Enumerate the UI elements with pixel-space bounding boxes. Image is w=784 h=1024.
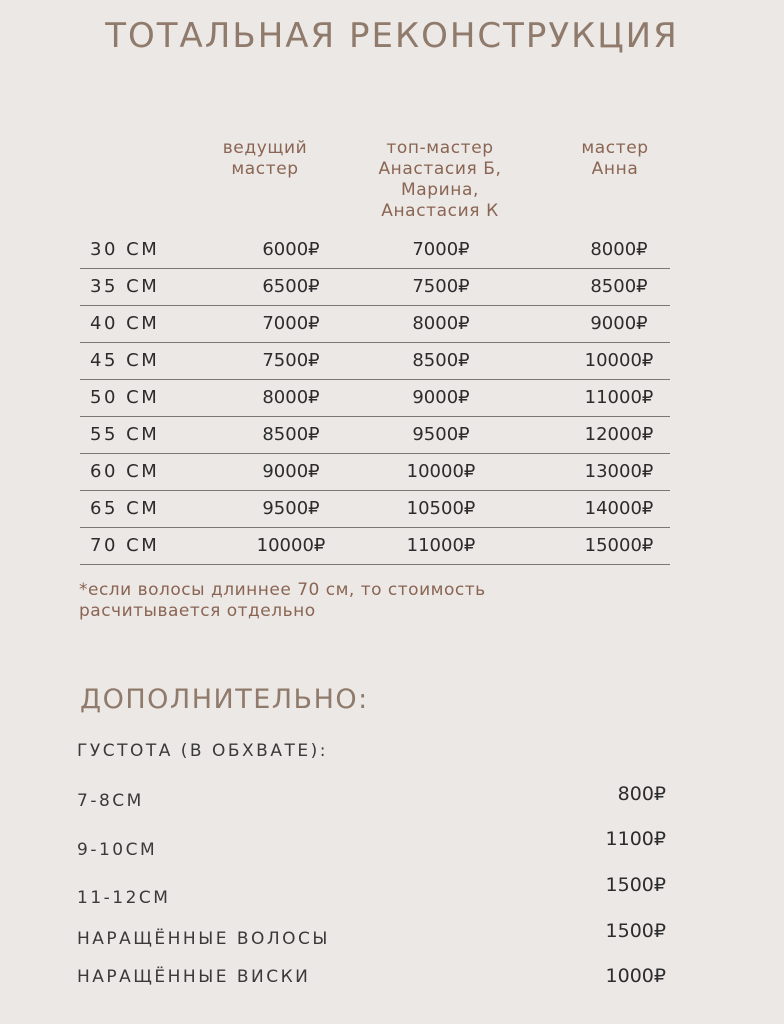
hair-length: 35 СМ <box>90 276 160 297</box>
extra-item-label: 7-8СМ <box>77 791 144 811</box>
table-row <box>80 491 670 528</box>
table-row <box>80 528 670 565</box>
column-header-master-anna <box>550 138 680 180</box>
extra-item-price: 800₽ <box>617 783 666 805</box>
page-title: ТОТАЛЬНАЯ РЕКОНСТРУКЦИЯ <box>105 16 679 56</box>
hair-length: 50 СМ <box>90 387 160 408</box>
price-top-master: 8000₽ <box>412 313 470 334</box>
price-master-anna: 14000₽ <box>584 498 654 519</box>
extra-section-title: ДОПОЛНИТЕЛЬНО: <box>80 684 369 715</box>
column-header-line: мастер <box>231 159 299 179</box>
extra-item-label: 9-10СМ <box>77 840 158 860</box>
column-header-line: Марина, <box>400 180 480 200</box>
hair-length: 45 СМ <box>90 350 160 371</box>
hair-length: 30 СМ <box>90 239 160 260</box>
price-lead-master: 7000₽ <box>262 313 320 334</box>
hair-length: 70 СМ <box>90 535 160 556</box>
extra-item-price: 1500₽ <box>605 874 666 896</box>
price-lead-master: 7500₽ <box>262 350 320 371</box>
price-master-anna: 8000₽ <box>590 239 648 260</box>
price-top-master: 8500₽ <box>412 350 470 371</box>
column-header-line: мастер <box>581 138 649 158</box>
price-master-anna: 12000₽ <box>584 424 654 445</box>
table-row <box>80 417 670 454</box>
density-label: ГУСТОТА (В ОБХВАТЕ): <box>77 741 328 761</box>
price-top-master: 7500₽ <box>412 276 470 297</box>
hair-length: 65 СМ <box>90 498 160 519</box>
hair-length: 40 СМ <box>90 313 160 334</box>
price-top-master: 7000₽ <box>412 239 470 260</box>
price-top-master: 11000₽ <box>406 535 476 556</box>
column-header-lead-master <box>200 138 330 180</box>
price-table <box>80 232 670 565</box>
column-header-line: Анастасия Б, <box>378 159 502 179</box>
extra-item-price: 1500₽ <box>605 920 666 942</box>
column-header-line: Анастасия К <box>381 201 499 221</box>
price-lead-master: 10000₽ <box>256 535 326 556</box>
column-header-line: Анна <box>591 159 639 179</box>
price-lead-master: 6500₽ <box>262 276 320 297</box>
table-row <box>80 306 670 343</box>
price-lead-master: 8000₽ <box>262 387 320 408</box>
column-header-top-master <box>350 138 530 222</box>
hair-length: 55 СМ <box>90 424 160 445</box>
price-master-anna: 10000₽ <box>584 350 654 371</box>
note-line: расчитывается отдельно <box>79 601 316 621</box>
price-master-anna: 11000₽ <box>584 387 654 408</box>
price-master-anna: 15000₽ <box>584 535 654 556</box>
table-row <box>80 269 670 306</box>
length-note <box>79 580 549 622</box>
extra-item-label: 11-12СМ <box>77 888 171 908</box>
price-lead-master: 6000₽ <box>262 239 320 260</box>
extra-item-price: 1100₽ <box>605 828 666 850</box>
extra-item-label: НАРАЩЁННЫЕ ВИСКИ <box>77 967 311 987</box>
price-master-anna: 8500₽ <box>590 276 648 297</box>
price-top-master: 10500₽ <box>406 498 476 519</box>
column-header-line: топ-мастер <box>386 138 494 158</box>
price-master-anna: 9000₽ <box>590 313 648 334</box>
hair-length: 60 СМ <box>90 461 160 482</box>
price-lead-master: 9000₽ <box>262 461 320 482</box>
price-master-anna: 13000₽ <box>584 461 654 482</box>
price-top-master: 9000₽ <box>412 387 470 408</box>
table-row <box>80 454 670 491</box>
note-line: *если волосы длиннее 70 см, то стоимость <box>79 580 486 600</box>
price-lead-master: 9500₽ <box>262 498 320 519</box>
extra-item-price: 1000₽ <box>605 965 666 987</box>
price-lead-master: 8500₽ <box>262 424 320 445</box>
extra-item-label: НАРАЩЁННЫЕ ВОЛОСЫ <box>77 929 330 949</box>
column-header-line: ведущий <box>222 138 308 158</box>
table-row <box>80 380 670 417</box>
table-row <box>80 232 670 269</box>
price-top-master: 9500₽ <box>412 424 470 445</box>
table-row <box>80 343 670 380</box>
price-top-master: 10000₽ <box>406 461 476 482</box>
